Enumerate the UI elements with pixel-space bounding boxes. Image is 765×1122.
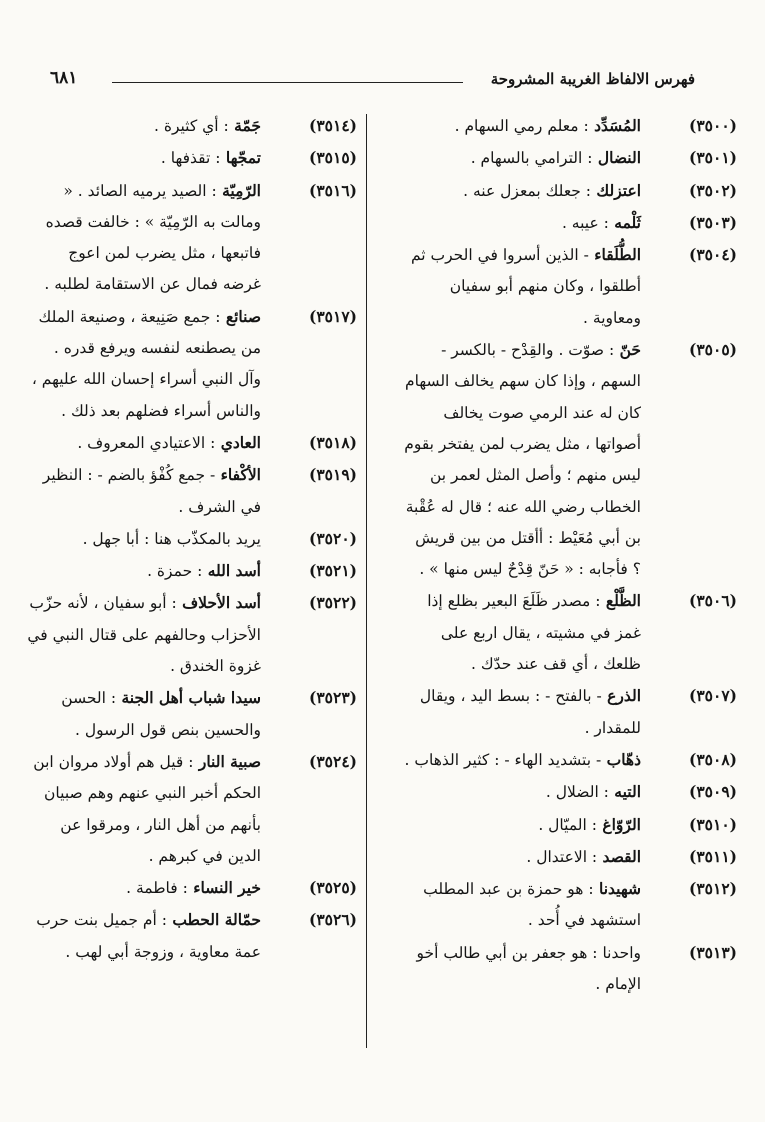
- entry-term: أسد الأحلاف: [176, 593, 261, 613]
- entry-number: (٣٥٢١): [309, 561, 357, 581]
- entry-definition: : صوّت . والقِدْح - بالكسر - السهم ، وإذا كان سهم يخالف السهام كان له عند الرمي صوت يخالف أصواتها ، مثل يضرب لمن يفتخر بقوم ليس منهم ؛ وأصل المثل لعمر بن الخطاب رضي الله عنه ؛ قال له عُقْبة بن أبي مُعَيْط : أأقتل من بين قريش ؟ فأجابه : « حَنّ قِدْحٌ ليس منها » .: [404, 341, 641, 579]
- entry-definition: يريد بالمكذّب هنا : أبا جهل .: [82, 529, 261, 548]
- entry-term: المُسَدِّد: [588, 116, 641, 135]
- glossary-entry: [402, 680, 737, 744]
- glossary-entry: [27, 872, 357, 904]
- glossary-entry: [402, 776, 737, 808]
- glossary-entry: [402, 937, 737, 1001]
- column-divider: [366, 114, 367, 1048]
- right-column: [402, 110, 737, 1000]
- glossary-entry: [27, 682, 357, 746]
- entry-definition: : جعلك بمعزل عنه .: [463, 181, 592, 200]
- entry-term: صنائع: [220, 306, 261, 326]
- entry-definition: : مصدر ظَلَعَ البعير بظلع إذا غمز في مشيته ، يقال اربع على ظلعك ، أي قف عند حدّك .: [427, 592, 641, 674]
- entry-definition: : عيبه .: [561, 213, 609, 232]
- entry-term: حَنّ: [614, 340, 641, 360]
- entry-number: (٣٥٢٢): [309, 593, 357, 613]
- entry-term: القصد: [597, 846, 641, 866]
- entry-term: النضال: [592, 148, 641, 168]
- page-number: ٦٨١: [50, 68, 78, 88]
- glossary-entry: [27, 523, 357, 555]
- entry-number: (٣٥٠١): [689, 148, 737, 168]
- glossary-entry: [27, 587, 357, 682]
- entry-definition: : حمزة .: [147, 562, 203, 581]
- glossary-entry: [27, 555, 357, 587]
- entry-definition: : تقذفها .: [160, 149, 221, 168]
- entry-number: (٣٥٢٤): [309, 751, 357, 771]
- entry-definition: : الميّال .: [538, 815, 597, 834]
- glossary-entry: [27, 904, 357, 968]
- entry-term: الذرع: [601, 686, 641, 706]
- glossary-entry: [402, 175, 737, 207]
- entry-term: سيدا شباب أهل الجنة: [116, 688, 261, 708]
- glossary-entry: [402, 334, 737, 585]
- entry-term: ذهّاب: [601, 749, 641, 769]
- entry-term: الرّمِيّة: [216, 180, 261, 200]
- running-title: فهرس الالفاظ الغريبة المشروحة: [490, 70, 695, 88]
- entry-term: خير النساء: [187, 878, 261, 898]
- entry-number: (٣٥٠٥): [689, 340, 737, 360]
- entry-number: (٣٥١١): [689, 846, 737, 866]
- entry-definition: - الذين أسروا في الحرب ثم أطلقوا ، وكان منهم أبو سفيان ومعاوية .: [410, 246, 641, 327]
- entry-number: (٣٥٢٥): [309, 878, 357, 898]
- entry-number: (٣٥١٠): [689, 814, 737, 834]
- entry-term: أسد الله: [202, 561, 261, 581]
- glossary-entry: [402, 585, 737, 680]
- entry-term: الرّوّاغ: [596, 814, 641, 834]
- header-rule: [112, 82, 463, 83]
- entry-number: (٣٥٢٣): [309, 688, 357, 708]
- entry-term: العادي: [215, 432, 261, 452]
- entry-term: الأكْفاء: [215, 465, 261, 485]
- entry-number: (٣٥١٧): [309, 306, 357, 326]
- page-header: [50, 64, 695, 104]
- entry-definition: : فاطمة .: [126, 879, 188, 898]
- entry-definition: - بتشديد الهاء - : كثير الذهاب .: [404, 750, 602, 769]
- entry-definition: : أم جميل بنت حرب عمة معاوية ، وزوجة أبي لهب .: [36, 911, 261, 961]
- entry-definition: : الصيد يرميه الصائد . « ومالت به الرّمِيّة » : خالفت قصده فاتبعها ، مثل يضرب لمن اعوج غرضه فمال عن الاستقامة لطلبه .: [44, 181, 261, 294]
- entry-definition: : جمع صَنِيعة ، وصنيعة الملك من يصطنعه لنفسه ويرفع قدره . وآل النبي أسراء إحسان الله عليهم ، والناس أسراء فضلهم بعد ذلك .: [31, 307, 261, 420]
- entry-definition: - جمع كُفْؤ بالضم - : النظير في الشرف .: [42, 466, 261, 516]
- entry-number: (٣٥٠٤): [689, 245, 737, 265]
- entry-term: التيه: [608, 782, 641, 802]
- entry-definition: : هو حمزة بن عبد المطلب استشهد في أُحد .: [423, 880, 641, 930]
- entry-term: اعتزلك: [591, 180, 641, 200]
- glossary-entry: [402, 207, 737, 239]
- entry-definition: : أي كثيرة .: [153, 117, 229, 135]
- glossary-entry: [27, 427, 357, 459]
- entry-definition: : الترامي بالسهام .: [470, 149, 593, 168]
- entry-number: (٣٥٢٦): [309, 910, 357, 930]
- entry-term: شهيدنا: [593, 879, 641, 899]
- entry-number: (٣٥١٥): [309, 148, 357, 168]
- glossary-entry: [402, 142, 737, 174]
- entry-definition: : معلم رمي السهام .: [454, 117, 589, 135]
- entry-number: (٣٥٠٠): [689, 116, 737, 135]
- entry-number: (٣٥١٢): [689, 879, 737, 899]
- entry-term: الطُّلَقاء: [588, 245, 641, 265]
- glossary-entry: [27, 175, 357, 301]
- entry-definition: - بالفتح - : بسط اليد ، ويقال للمقدار .: [419, 687, 641, 737]
- glossary-entry: [402, 744, 737, 776]
- glossary-entry: [402, 809, 737, 841]
- entry-number: (٣٥١٦): [309, 180, 357, 200]
- entry-number: (٣٥٠٢): [689, 180, 737, 200]
- entry-number: (٣٥١٨): [309, 432, 357, 452]
- entry-number: (٣٥١٤): [309, 116, 357, 135]
- entry-term: ثَلْمه: [608, 212, 641, 232]
- entry-term: تمجّها: [220, 148, 261, 168]
- glossary-entry: [27, 459, 357, 523]
- glossary-entry: [27, 110, 357, 142]
- entry-term: جَمّة: [228, 116, 261, 135]
- entry-number: (٣٥٢٠): [309, 528, 357, 548]
- entry-term: الظَّلْع: [600, 591, 641, 611]
- entry-definition: : الحسن والحسين بنص قول الرسول .: [61, 689, 261, 739]
- entry-definition: واحدنا : هو جعفر بن أبي طالب أخو الإمام .: [416, 943, 641, 994]
- glossary-entry: [27, 301, 357, 427]
- entry-term: حمّالة الحطب: [166, 910, 261, 930]
- entry-number: (٣٥١٣): [689, 942, 737, 962]
- glossary-entry: [27, 142, 357, 174]
- entry-number: (٣٥٠٦): [689, 591, 737, 611]
- entry-number: (٣٥٠٣): [689, 212, 737, 232]
- entry-number: (٣٥٠٨): [689, 749, 737, 769]
- entry-term: صبية النار: [193, 751, 261, 771]
- glossary-entry: [402, 110, 737, 142]
- entry-number: (٣٥١٩): [309, 465, 357, 485]
- entry-definition: : أبو سفيان ، لأنه حزّب الأحزاب وحالفهم على قتال النبي في غزوة الخندق .: [27, 594, 261, 676]
- entry-number: (٣٥٠٩): [689, 782, 737, 802]
- glossary-entry: [402, 841, 737, 873]
- glossary-entry: [402, 239, 737, 334]
- glossary-entry: [402, 873, 737, 937]
- entry-number: (٣٥٠٧): [689, 686, 737, 706]
- entry-definition: : الاعتدال .: [526, 847, 598, 866]
- glossary-entry: [27, 746, 357, 872]
- entry-definition: : الاعتيادي المعروف .: [77, 433, 216, 452]
- entry-definition: : قيل هم أولاد مروان ابن الحكم أخبر النبي عنهم وهم صبيان بأنهم من أهل النار ، ومرقوا عن الدين في كبرهم .: [33, 752, 261, 865]
- entry-definition: : الضلال .: [545, 783, 609, 802]
- left-column: [27, 110, 357, 968]
